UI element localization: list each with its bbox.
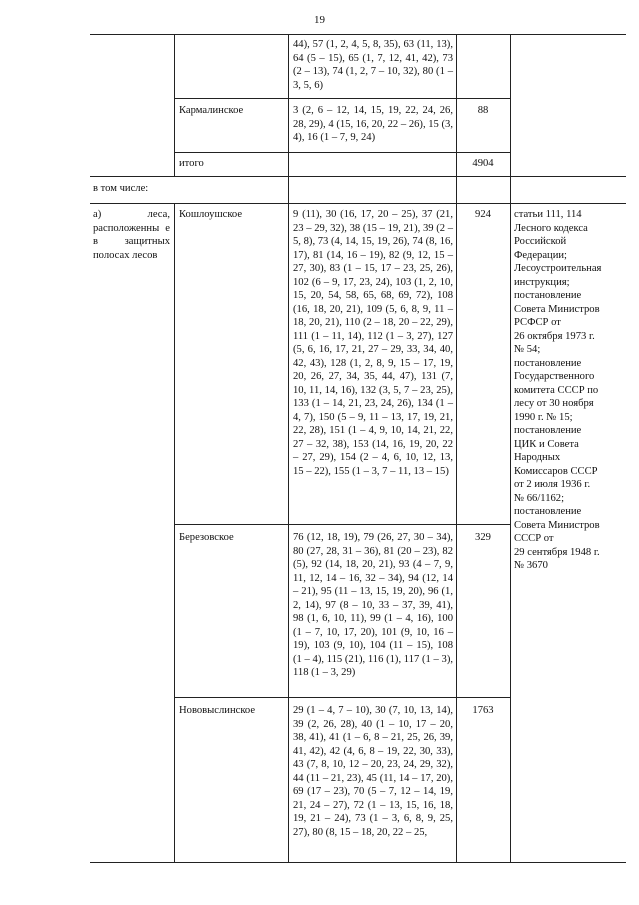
including-label: в том числе: xyxy=(93,183,149,194)
category-cell-protective-strips: а) леса, расположенны е в защитных полосах лесов xyxy=(93,209,170,261)
page-number: 19 xyxy=(314,14,325,26)
table-border-top xyxy=(90,34,626,35)
row-divider xyxy=(90,176,626,177)
column-divider xyxy=(174,203,175,862)
column-divider xyxy=(174,34,175,176)
areas-cell-continuation: 44), 57 (1, 2, 4, 5, 8, 35), 63 (11, 13), 64 (5 – 15), 65 (1, 7, 12, 41, 42), 73 (2 – 13), 74 (1, 2, 7 – 10, 32), 80 (1 – 3, 5, 6) xyxy=(293,39,453,91)
row-divider xyxy=(174,524,510,525)
areas-cell-berezovskoe: 76 (12, 18, 19), 79 (26, 27, 30 – 34), 80 (27, 28, 31 – 36), 81 (20 – 23), 82 (5), 92 (14, 18, 20, 21), 93 (4 – 7, 9, 11, 12, 14 – 16, 32 – 34), 94 (12, 14 – 21), 95 (11 – 13, 15, 19, 20), 96 (1, 2, 14), 97 (8 – 10, 33 – 37, 39, 41), 98 (1, 6, 10, 11), 99 (1 – 4, 16), 100 (1 – 7, 10, 17, 20), 101 (9, 10, 16 – 19), 103 (9, 10), 104 (11 – 15), 108 (1 – 4), 115 (21), 116 (1), 117 (1 – 3), 118 (1 – 3, 29) xyxy=(293,532,453,678)
area-value-karmalinskoe: 88 xyxy=(477,105,489,116)
district-cell-koshloushskoe: Кошлоушское xyxy=(179,209,243,220)
areas-cell-koshloushskoe: 9 (11), 30 (16, 17, 20 – 25), 37 (21, 23 – 29, 32), 38 (15 – 19, 21), 39 (2 – 5, 8), 73 (4, 14, 15, 19, 26), 74 (8, 16, 17), 81 (14, 16 – 19), 82 (9, 12, 15 – 27, 30), 83 (1 – 15, 17 – 23, 25, 26), 102 (6 – 9, 17, 23, 24), 103 (1, 2, 10, 15, 20, 54, 58, 65, 68, 69, 72), 108 (16, 18, 20, 21), 109 (5, 6, 8, 9, 11 – 18, 20, 21), 110 (2 – 18, 20 – 22, 29), 111 (1 – 11, 14), 112 (1 – 3, 27), 127 (5, 6, 16, 17, 21, 27 – 29, 33, 34, 40, 42, 43), 128 (1, 2, 8, 9, 15 – 17, 19, 20, 26, 27, 34, 35, 44, 47), 131 (7, 10, 11, 14, 16), 132 (3, 5, 7 – 23, 25), 133 (1 – 14, 21, 23, 24, 26), 134 (1 – 4, 7), 150 (5 – 9, 11 – 13, 17, 19, 21, 22, 28), 151 (1 – 4, 9, 10, 14, 21, 22, 27 – 32, 38), 153 (14, 16, 19, 20, 22 – 27, 29), 154 (2 – 4, 6, 10, 12, 13, 15 – 22), 155 (1 – 3, 7 – 11, 13 – 15) xyxy=(293,209,453,477)
column-divider xyxy=(510,34,511,862)
district-cell-novovyslinskoe: Нововыслинское xyxy=(179,705,256,716)
table-border-bottom xyxy=(90,862,626,863)
district-cell-berezovskoe: Березовское xyxy=(179,532,234,543)
row-divider xyxy=(174,697,510,698)
row-divider xyxy=(174,98,510,99)
column-divider xyxy=(288,34,289,862)
total-value: 4904 xyxy=(472,158,494,169)
areas-cell-karmalinskoe: 3 (2, 6 – 12, 14, 15, 19, 22, 24, 26, 28, 29), 4 (15, 16, 20, 22 – 26), 15 (3, 4), 16 (1 – 7, 9, 24) xyxy=(293,105,453,143)
district-cell-karmalinskoe: Кармалинское xyxy=(179,105,244,116)
area-value-novovyslinskoe: 1763 xyxy=(472,705,494,716)
row-divider xyxy=(174,152,510,153)
areas-cell-novovyslinskoe: 29 (1 – 4, 7 – 10), 30 (7, 10, 13, 14), 39 (2, 26, 28), 40 (1 – 10, 17 – 20, 38, 41), 41 (1 – 6, 8 – 21, 25, 26, 39, 41, 42), 42 (4, 6, 8 – 19, 22, 30, 33), 43 (7, 8, 10, 12 – 20, 23, 24, 29, 32), 44 (11 – 21, 23), 45 (11, 14 – 17, 20), 69 (17 – 23), 70 (5 – 7, 12 – 14, 19, 21, 24 – 27), 72 (1 – 13, 15, 16, 18, 19, 21 – 24), 73 (1 – 3, 6, 8, 9, 25, 27), 80 (8, 15 – 18, 20, 22 – 25, xyxy=(293,705,453,838)
area-value-berezovskoe: 329 xyxy=(475,532,491,543)
row-divider xyxy=(90,203,626,204)
legal-basis-cell: статьи 111, 114 Лесного кодекса Российской Федерации; Лесоустроительная инструкция; постановление Совета Министров РСФСР от 26 октября 1973 г. № 54; постановление Государственного комитета СССР по лесу от 30 ноября 1990 г. № 15; постановление ЦИК и Совета Народных Комиссаров СССР от 2 июля 1936 г. № 66/1162; постановление Совета Министров СССР от 29 сентября 1948 г. № 3670 xyxy=(514,209,602,571)
total-label: итого xyxy=(179,158,204,169)
area-value-koshloushskoe: 924 xyxy=(475,209,491,220)
